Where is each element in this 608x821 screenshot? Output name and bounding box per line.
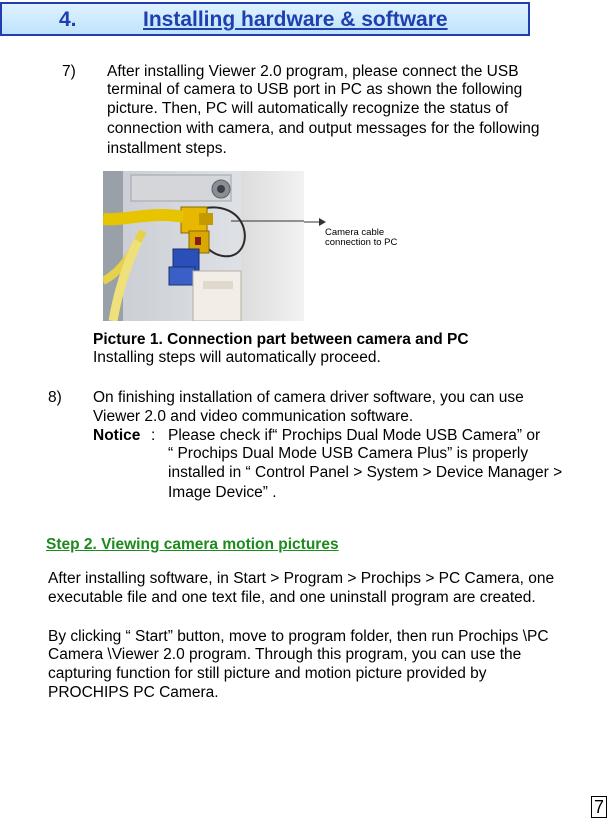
item-7-line-1: After installing Viewer 2.0 program, please connect the USB	[107, 63, 519, 80]
item-7-number: 7)	[62, 63, 76, 80]
step-2-para-1-line-2: executable file and one text file, and one uninstall program are created.	[48, 589, 536, 606]
item-7-line-4: connection with camera, and output messages for the following	[107, 120, 540, 137]
step-2-para-2-line-2: Camera \Viewer 2.0 program. Through this program, you can use the	[48, 646, 522, 663]
step-2-para-2-line-3: capturing function for still picture and motion picture provided by	[48, 665, 487, 682]
notice-line-3: installed in “ Control Panel > System > Device Manager >	[168, 464, 563, 481]
notice-line-2: “ Prochips Dual Mode USB Camera Plus” is properly	[168, 445, 529, 462]
camera-connection-illustration	[103, 171, 304, 321]
item-8-line-2: Viewer 2.0 and video communication software.	[93, 408, 414, 425]
annotation-arrow-icon	[304, 216, 326, 228]
section-header	[0, 2, 530, 36]
figure-caption: Picture 1. Connection part between camera and PC	[93, 331, 469, 348]
step-2-para-2-line-4: PROCHIPS PC Camera.	[48, 684, 219, 701]
step-2-para-1-line-1: After installing software, in Start > Program > Prochips > PC Camera, one	[48, 570, 555, 587]
item-8-line-1: On finishing installation of camera driver software, you can use	[93, 389, 524, 406]
camera-connection-photo	[103, 171, 304, 321]
notice-line-1: Please check if“ Prochips Dual Mode USB Camera” or	[168, 427, 541, 444]
item-8-number: 8)	[48, 389, 62, 406]
step-2-para-2-line-1: By clicking “ Start” button, move to program folder, then run Prochips \PC	[48, 628, 549, 645]
photo-annotation-line-1: Camera cable	[325, 227, 385, 238]
notice-label: Notice	[93, 427, 141, 444]
section-number: 4.	[59, 8, 77, 31]
figure-subcaption: Installing steps will automatically proceed.	[93, 349, 381, 366]
item-7-line-3: picture. Then, PC will automatically recognize the status of	[107, 100, 509, 117]
page-number: 7	[591, 796, 607, 818]
item-7-line-5: installment steps.	[107, 140, 227, 157]
notice-colon: :	[151, 427, 156, 444]
photo-annotation-line-2: connection to PC	[325, 237, 398, 248]
step-2-heading: Step 2. Viewing camera motion pictures	[46, 536, 339, 553]
notice-line-4: Image Device” .	[168, 484, 277, 501]
item-7-line-2: terminal of camera to USB port in PC as shown the following	[107, 81, 523, 98]
section-title: Installing hardware & software	[143, 8, 448, 31]
